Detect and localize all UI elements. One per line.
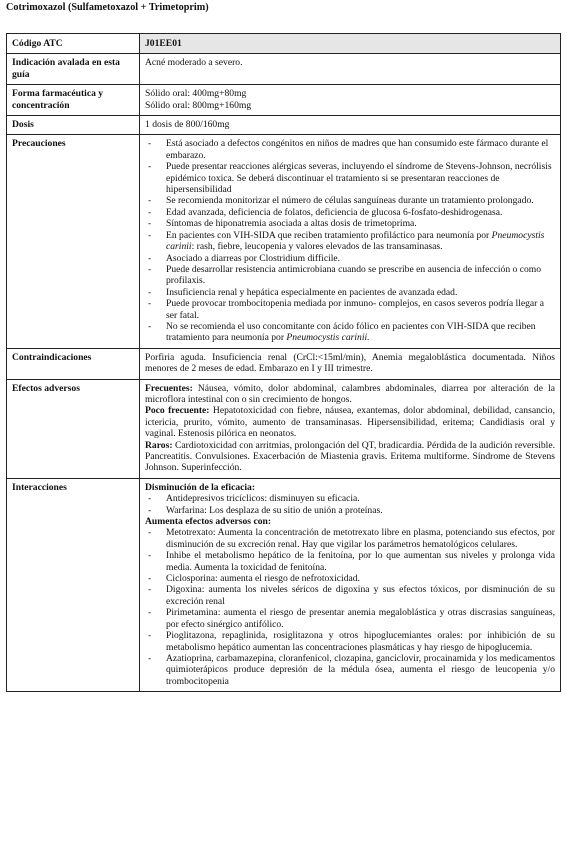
list-item: - Se recomienda monitorizar el número de células sanguíneas durante un tratamiento prolongado. xyxy=(145,195,555,206)
list-item: - Ciclosporina: aumenta el riesgo de nefrotoxicidad. xyxy=(145,573,555,584)
table-row xyxy=(7,54,561,85)
dosage-form-line: Sólido oral: 400mg+80mg xyxy=(145,88,247,100)
decreased-efficacy-list xyxy=(145,493,555,516)
frequency-paragraph xyxy=(145,383,555,406)
list-item: - Insuficiencia renal y hepática especialmente en pacientes de avanzada edad. xyxy=(145,287,555,298)
drug-info-table xyxy=(6,33,561,692)
list-item xyxy=(145,230,555,253)
indication-value: Acné moderado a severo. xyxy=(140,54,561,85)
interactions-subheading: Disminución de la eficacia: xyxy=(145,481,256,493)
table-row xyxy=(7,135,561,348)
contraindications-value: Porfiria aguda. Insuficiencia renal (CrCl:<15ml/min), Anemia megaloblástica documentada. Niños menores de 2 meses de edad. Embarazo en I y III trimestre. xyxy=(140,348,561,379)
atc-code-value: J01EE01 xyxy=(140,34,561,54)
precautions-label: Precauciones xyxy=(7,135,140,348)
table-row xyxy=(7,348,561,379)
table-row xyxy=(7,116,561,135)
list-item: - Puede desarrollar resistencia antimicrobiana cuando se prescribe en ausencia de infección o como profilaxis. xyxy=(145,264,555,287)
dosage-form-value xyxy=(140,85,561,116)
increased-adverse-list xyxy=(145,527,555,687)
document-title: Cotrimoxazol (Sulfametoxazol + Trimetoprim) xyxy=(6,2,209,13)
interactions-value xyxy=(140,478,561,691)
dose-value: 1 dosis de 800/160mg xyxy=(140,116,561,135)
interactions-subheading: Aumenta efectos adversos con: xyxy=(145,516,272,528)
adverse-effects-label: Efectos adversos xyxy=(7,379,140,478)
list-item: - Inhibe el metabolismo hepático de la fenitoína, por lo que aumentan sus niveles y prolonga vida media. Aumenta la toxicidad de fenitoína. xyxy=(145,550,555,573)
list-item: - Asociado a diarreas por Clostridium difficile. xyxy=(145,253,555,264)
interactions-label: Interacciones xyxy=(7,478,140,691)
frequency-text: Náusea, vómito, dolor abdominal, calambres abdominales, diarrea por alteración de la microflora intestinal con o sin crecimiento de hongos. xyxy=(145,382,555,405)
precautions-value xyxy=(140,135,561,348)
list-item: - Azatioprina, carbamazepina, cloranfenicol, clozapina, ganciclovir, procainamida y los medicamentos quimioterápicos produce depresión de la médula ósea, aumenta el riesgo de leucopenia y/o trombocitopenia xyxy=(145,653,555,687)
dosage-form-label: Forma farmacéutica y concentración xyxy=(7,85,140,116)
adverse-effects-value xyxy=(140,379,561,478)
list-item-text: No se recomienda el uso concomitante con ácido fólico en pacientes con VIH-SIDA que reciben tratamiento para neumonía por xyxy=(166,320,536,344)
list-item-text: : rash, fiebre, leucopenia y valores elevados de las transaminasas. xyxy=(191,241,443,253)
list-item: - Pirimetamina: aumenta el riesgo de presentar anemia megaloblástica y otras discrasias sanguíneas, por efecto sinérgico antifólico. xyxy=(145,607,555,630)
contraindications-label: Contraindicaciones xyxy=(7,348,140,379)
list-item: - Warfarina: Los desplaza de su sitio de unión a proteínas. xyxy=(145,505,555,516)
precautions-list xyxy=(145,138,555,343)
list-item: - Puede provocar trombocitopenia mediada por inmuno- complejos, en casos severos podría llegar a ser fatal. xyxy=(145,298,555,321)
list-item: - Está asociado a defectos congénitos en niños de madres que han consumido este fármaco durante el embarazo. xyxy=(145,138,555,161)
table-row xyxy=(7,379,561,478)
frequency-paragraph xyxy=(145,440,555,474)
list-item: - Metotrexato: Aumenta la concentración de metotrexato libre en plasma, potenciando sus efectos, por disminución de su excreción renal. Hay que vigilar los parámetros hematológicos celulares. xyxy=(145,527,555,550)
table-row xyxy=(7,34,561,54)
frequency-heading: Frecuentes: xyxy=(145,382,193,394)
list-item: - Edad avanzada, deficiencia de folatos, deficiencia de glucosa 6-fosfato-deshidrogenasa. xyxy=(145,207,555,218)
frequency-text: Cardiotoxicidad con arritmias, prolongación del QT, bradicardia. Pérdida de la audición reversible. Pancreatitis. Convulsiones. Exacerbación de Miastenia gravis. Eritema multiforme. Síndrome de Stevens Johnson. Superinfección. xyxy=(145,439,555,474)
table-row xyxy=(7,85,561,116)
indication-label: Indicación avalada en esta guía xyxy=(7,54,140,85)
organism-name: Pneumocystis carinii xyxy=(166,229,545,253)
list-item xyxy=(145,321,555,344)
frequency-paragraph xyxy=(145,405,555,439)
table-row xyxy=(7,478,561,691)
dosage-form-line: Sólido oral: 800mg+160mg xyxy=(145,99,252,111)
list-item: - Antidepresivos tricíclicos: disminuyen su eficacia. xyxy=(145,493,555,504)
frequency-heading: Raros: xyxy=(145,439,173,451)
dose-label: Dosis xyxy=(7,116,140,135)
list-item: - Digoxina: aumenta los niveles séricos de digoxina y sus efectos tóxicos, por disminución de su excreción renal xyxy=(145,584,555,607)
atc-code-label: Código ATC xyxy=(7,34,140,54)
list-item: - Pioglitazona, repaglinida, rosiglitazona y otros hipoglucemiantes orales: por inhibición de su metabolismo hepático aumentan las concentraciones plasmáticas y hay riesgo de hipoglucemia. xyxy=(145,630,555,653)
list-item: - Síntomas de hiponatremia asociada a altas dosis de trimetoprima. xyxy=(145,218,555,229)
list-item: - Puede presentar reacciones alérgicas severas, incluyendo el síndrome de Stevens-Johnson, necrólisis epidémico toxica. Se deberá discontinuar el tratamiento si se presentaran reacciones de hipersensibilidad xyxy=(145,161,555,195)
organism-name: Pneumocystis carinii. xyxy=(286,332,370,344)
frequency-heading: Poco frecuente: xyxy=(145,405,210,417)
list-item-text: En pacientes con VIH-SIDA que reciben tratamiento profiláctico para neumonía por xyxy=(166,229,490,241)
frequency-text: Hepatotoxicidad con fiebre, náusea, exantemas, dolor abdominal, debilidad, cansancio, ictericia, prurito, vómito, aumento de transaminasas. Hipersensibilidad, eritema; Candidiasis oral y vaginal. Estenosis pilórica en neonatos. xyxy=(145,405,556,440)
